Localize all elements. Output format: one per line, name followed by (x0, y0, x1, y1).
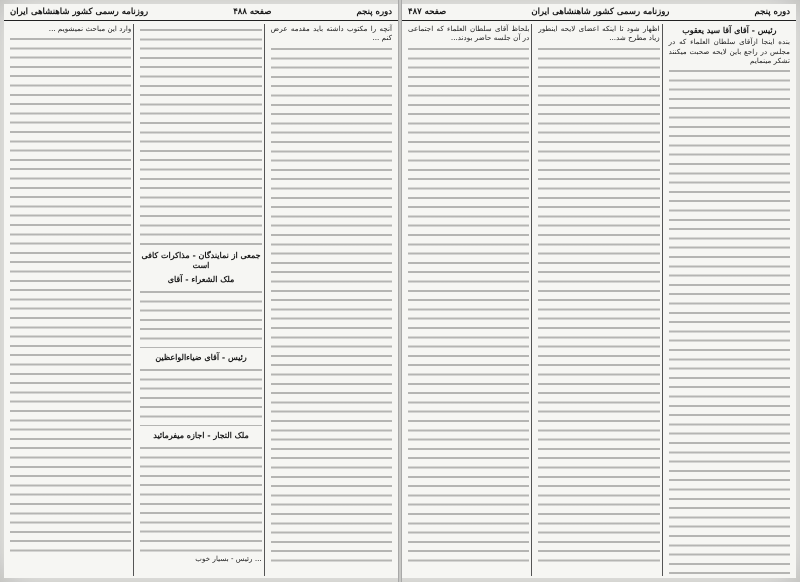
text-block (140, 288, 261, 348)
left-page (4, 4, 398, 578)
text-block (408, 45, 529, 565)
right-page-columns (406, 24, 792, 576)
right-page-header (402, 4, 796, 21)
left-col-1-text: آنچه را مکتوب داشته باید مقدمه عرض کنم ... (270, 24, 392, 43)
right-col-3-text: بلحاظ آقای سلطان العلماء که اجتماعی در آن جلسه حاضر بودند... (408, 24, 530, 43)
header-series-label: دوره پنجم (754, 7, 790, 17)
section-heading: ملک الشعراء - آقای (167, 274, 235, 284)
text-block (140, 366, 261, 426)
header-series-label: دوره پنجم (356, 7, 392, 17)
text-block (669, 67, 790, 576)
left-col-2-text: ... رئیس - بسیار خوب (195, 554, 262, 563)
left-col-1 (269, 24, 394, 576)
section-heading: جمعی از نمایندگان - مذاکرات کافی است (141, 250, 261, 270)
right-col-1 (667, 24, 792, 576)
text-block (538, 45, 659, 565)
header-title: روزنامه رسمی کشور شاهنشاهی ایران (10, 7, 149, 17)
text-block (140, 444, 261, 554)
right-col-2-text: اظهار شود تا اینکه اعضای لایحه اینطور زیاد مطرح شد... (538, 24, 660, 43)
left-page-columns (8, 24, 394, 576)
right-page (402, 4, 796, 578)
left-col-3 (8, 24, 134, 576)
header-page-number: صفحه ۴۸۷ (408, 7, 447, 17)
right-col-2 (536, 24, 662, 576)
speaker-heading: رئیس - آقای ضیاءالواعظین (155, 352, 247, 362)
text-block (271, 45, 392, 565)
speaker-heading: ملک التجار - اجازه میفرمائید (153, 430, 249, 440)
left-col-3-text: وارد این مباحث نمیشویم ... (48, 24, 132, 33)
header-page-number: صفحه ۴۸۸ (233, 7, 272, 17)
left-col-2 (138, 24, 264, 576)
header-title: روزنامه رسمی کشور شاهنشاهی ایران (531, 7, 670, 17)
right-col-3 (406, 24, 532, 576)
right-col-1-text: بنده اینجا ازآقای سلطان العلماء که در مجلس در راجع باین لایحه صحبت میکنند تشکر مینمایم (668, 37, 790, 65)
text-block (140, 26, 261, 246)
speaker-heading: رئیس - آقای آقا سید یعقوب (682, 25, 777, 35)
left-page-header (4, 4, 398, 21)
text-block (10, 35, 131, 555)
